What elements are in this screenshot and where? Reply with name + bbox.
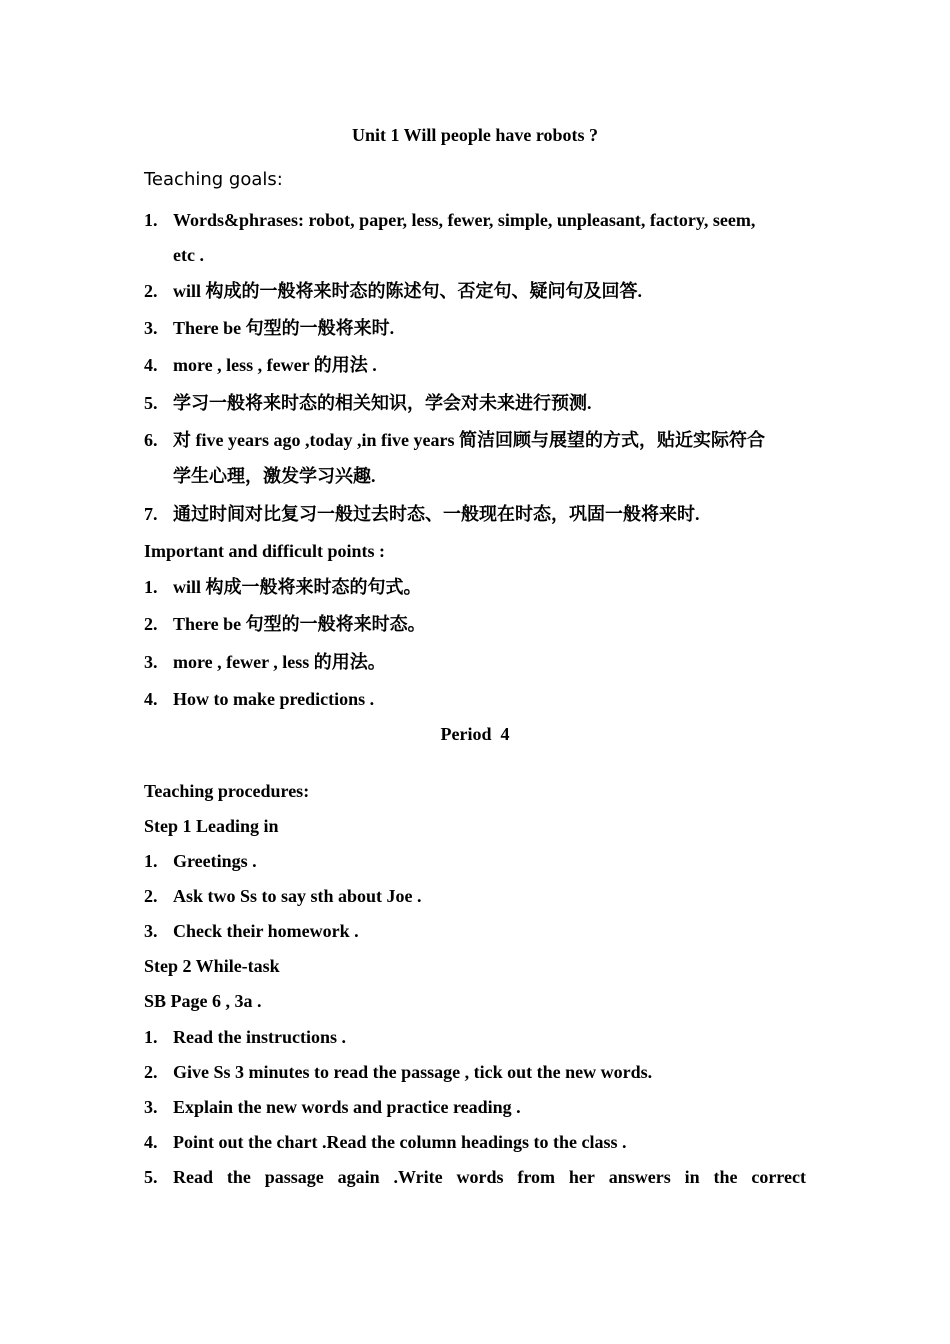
step-text: Give Ss 3 minutes to read the passage , tick out the new words.: [173, 1062, 653, 1082]
step2-heading: Step 2 While-task: [144, 956, 280, 976]
step-number: 2.: [144, 1062, 158, 1082]
justified-word: passage: [264, 1167, 324, 1187]
goal-text: 通过时间对比复习一般过去时态、一般现在时态，巩固一般将来时.: [173, 504, 700, 524]
justified-word: answers: [608, 1167, 671, 1187]
goal-number: 4.: [144, 355, 158, 375]
teaching-goals-heading: Teaching goals:: [144, 169, 283, 190]
step-text: Point out the chart .Read the column headings to the class .: [173, 1132, 627, 1152]
point-number: 1.: [144, 577, 158, 597]
point-text: There be 句型的一般将来时态。: [173, 614, 426, 634]
goal-text: more , less , fewer 的用法 .: [173, 355, 377, 375]
period-heading: [0, 723, 950, 745]
goal-text: 学习一般将来时态的相关知识，学会对未来进行预测.: [173, 393, 592, 413]
goal-number: 2.: [144, 281, 158, 301]
point-number: 3.: [144, 652, 158, 672]
goal-number: 5.: [144, 393, 158, 413]
justified-word: the: [226, 1167, 251, 1187]
step-number: 3.: [144, 1097, 158, 1117]
justified-word: the: [713, 1167, 738, 1187]
step-text-justified: [173, 1166, 806, 1188]
step-text: Read the instructions .: [173, 1027, 347, 1047]
step1-heading: Step 1 Leading in: [144, 816, 279, 836]
goal-text: will 构成的一般将来时态的陈述句、否定句、疑问句及回答.: [173, 281, 642, 301]
justified-word: her: [568, 1167, 595, 1187]
sb-page-reference: SB Page 6 , 3a .: [144, 991, 262, 1011]
document-title: Unit 1 Will people have robots ?: [351, 125, 599, 145]
goal-number: 6.: [144, 430, 158, 450]
point-text: more , fewer , less 的用法。: [173, 652, 386, 672]
step-text: Ask two Ss to say sth about Joe .: [173, 886, 422, 906]
goal-item-1-continued: etc .: [173, 245, 204, 265]
point-number: 4.: [144, 689, 158, 709]
step-number: 2.: [144, 886, 158, 906]
justified-word: .Write: [393, 1167, 443, 1187]
goal-text: 对 five years ago ,today ,in five years 简洁回顾与展望的方式，贴近实际符合: [173, 430, 765, 450]
important-points-heading: Important and difficult points :: [144, 541, 386, 561]
goal-number: 3.: [144, 318, 158, 338]
justified-word: correct: [751, 1167, 806, 1187]
justified-word: Read: [173, 1167, 213, 1187]
procedures-heading: Teaching procedures:: [144, 781, 310, 801]
point-text: How to make predictions .: [173, 689, 375, 709]
goal-number: 1.: [144, 210, 158, 230]
step-text: Greetings .: [173, 851, 257, 871]
step-text: Check their homework .: [173, 921, 359, 941]
justified-word: again: [337, 1167, 380, 1187]
period-text: Period 4: [440, 724, 510, 744]
goal-text: There be 句型的一般将来时.: [173, 318, 395, 338]
goal-text: Words&phrases: robot, paper, less, fewer, simple, unpleasant, factory, seem,: [173, 210, 756, 230]
goal-item-6-continued: 学生心理，激发学习兴趣.: [173, 466, 376, 486]
point-text: will 构成一般将来时态的句式。: [173, 577, 422, 597]
step-number: 5.: [144, 1167, 158, 1187]
justified-word: words: [456, 1167, 504, 1187]
step-number: 1.: [144, 851, 158, 871]
step-number: 4.: [144, 1132, 158, 1152]
point-number: 2.: [144, 614, 158, 634]
goal-number: 7.: [144, 504, 158, 524]
justified-word: in: [684, 1167, 700, 1187]
step-number: 3.: [144, 921, 158, 941]
step-number: 1.: [144, 1027, 158, 1047]
step-text: Explain the new words and practice reading .: [173, 1097, 521, 1117]
justified-word: from: [517, 1167, 556, 1187]
